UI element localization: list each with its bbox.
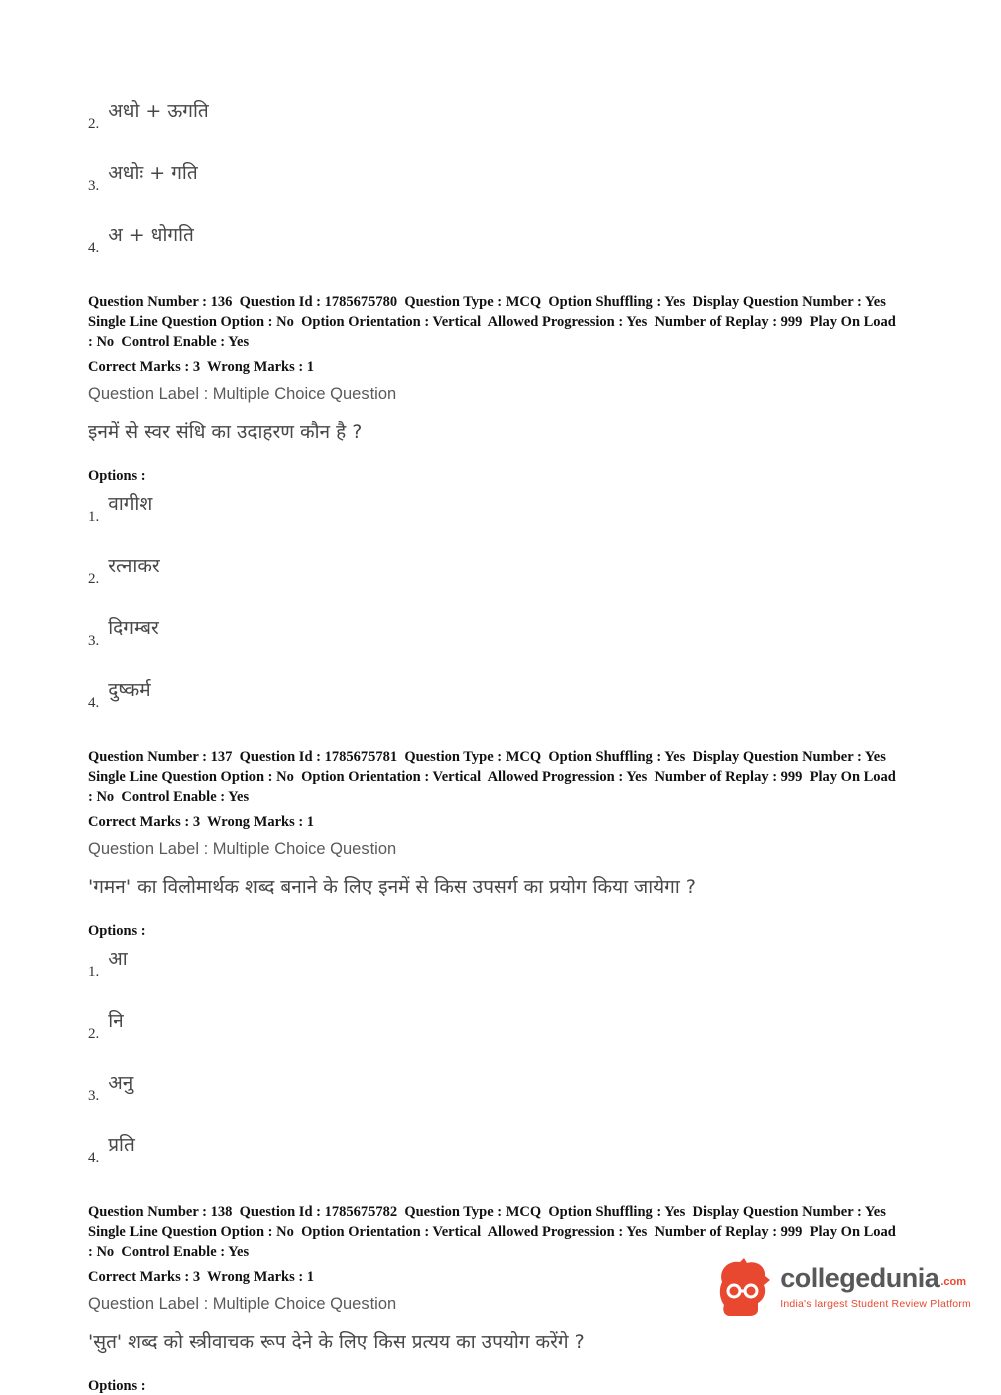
- option-number: 1.: [88, 509, 100, 525]
- collegedunia-mascot-icon: [714, 1258, 770, 1316]
- option-text: अ + धोगति: [108, 224, 194, 246]
- option-row: [88, 100, 905, 132]
- question-label: Question Label : Multiple Choice Question: [88, 840, 397, 858]
- logo-wordmark: collegedunia: [780, 1262, 940, 1293]
- option-row: [88, 679, 905, 711]
- option-number: 3.: [88, 178, 100, 194]
- options-list: [88, 493, 905, 711]
- option-row: [88, 224, 905, 256]
- option-row: [88, 1134, 905, 1166]
- option-number: 3.: [88, 1088, 100, 1104]
- option-number: 4.: [88, 695, 100, 711]
- previous-question-options: [88, 100, 905, 256]
- option-text: रत्नाकर: [108, 555, 160, 577]
- option-text: दुष्कर्म: [108, 679, 151, 701]
- logo-domain-suffix: .com: [940, 1275, 966, 1288]
- option-text: आ: [108, 948, 128, 970]
- option-number: 2.: [88, 1026, 100, 1042]
- question-meta: Question Number : 136 Question Id : 1785675780 Question Type : MCQ Option Shuffling : Yes Display Question Number : Yes Single Line Question Option : No Option Orientation : Vertical Allowed Progression : Yes Number of Replay : 999 Play On Load : No Control Enable : Yes: [88, 294, 900, 350]
- option-number: 4.: [88, 240, 100, 256]
- question-text: 'गमन' का विलोमार्थक शब्द बनाने के लिए इनमें से किस उपसर्ग का प्रयोग किया जायेगा ?: [88, 876, 696, 898]
- option-row: [88, 617, 905, 649]
- option-row: [88, 555, 905, 587]
- option-row: [88, 1072, 905, 1104]
- option-row: [88, 162, 905, 194]
- option-text: प्रति: [108, 1134, 135, 1156]
- option-row: [88, 948, 905, 980]
- question-label: Question Label : Multiple Choice Question: [88, 1295, 397, 1313]
- options-heading: Options :: [88, 923, 146, 939]
- option-number: 3.: [88, 633, 100, 649]
- option-text: दिगम्बर: [108, 617, 159, 639]
- question-marks: Correct Marks : 3 Wrong Marks : 1: [88, 814, 315, 830]
- question-label: Question Label : Multiple Choice Question: [88, 385, 397, 403]
- option-text: अधो + ऊगति: [108, 100, 209, 122]
- question-marks: Correct Marks : 3 Wrong Marks : 1: [88, 1269, 315, 1285]
- questions-container: [88, 292, 905, 1395]
- mascot-icon-svg: [714, 1258, 770, 1316]
- question-meta: Question Number : 138 Question Id : 1785675782 Question Type : MCQ Option Shuffling : Yes Display Question Number : Yes Single Line Question Option : No Option Orientation : Vertical Allowed Progression : Yes Number of Replay : 999 Play On Load : No Control Enable : Yes: [88, 1204, 900, 1260]
- question-text: 'सुत' शब्द को स्त्रीवाचक रूप देने के लिए किस प्रत्यय का उपयोग करेंगे ?: [88, 1331, 585, 1353]
- option-text: अनु: [108, 1072, 134, 1094]
- options-heading: Options :: [88, 468, 146, 484]
- question-block: [88, 292, 905, 711]
- option-number: 1.: [88, 964, 100, 980]
- option-text: वागीश: [108, 493, 153, 515]
- option-text: नि: [108, 1010, 124, 1032]
- option-number: 2.: [88, 116, 100, 132]
- question-block: [88, 747, 905, 1166]
- question-text: इनमें से स्वर संधि का उदाहरण कौन है ?: [88, 421, 363, 443]
- top-options-list: [88, 100, 905, 256]
- collegedunia-logo: [714, 1258, 971, 1316]
- question-meta: Question Number : 137 Question Id : 1785675781 Question Type : MCQ Option Shuffling : Yes Display Question Number : Yes Single Line Question Option : No Option Orientation : Vertical Allowed Progression : Yes Number of Replay : 999 Play On Load : No Control Enable : Yes: [88, 749, 900, 805]
- option-number: 4.: [88, 1150, 100, 1166]
- question-marks: Correct Marks : 3 Wrong Marks : 1: [88, 359, 315, 375]
- option-row: [88, 493, 905, 525]
- option-row: [88, 1010, 905, 1042]
- logo-tagline: India's largest Student Review Platform: [780, 1297, 971, 1310]
- options-heading: Options :: [88, 1378, 146, 1394]
- options-list: [88, 948, 905, 1166]
- option-number: 2.: [88, 571, 100, 587]
- logo-text-block: [780, 1262, 971, 1310]
- option-text: अधोः + गति: [108, 162, 198, 184]
- logo-name-row: [780, 1262, 971, 1293]
